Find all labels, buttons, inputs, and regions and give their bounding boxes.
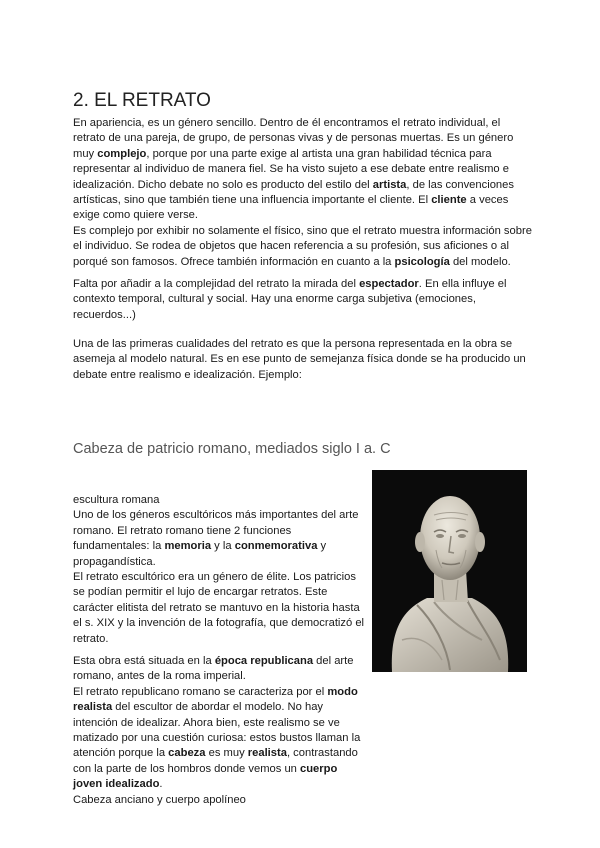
intro-paragraph-1: En apariencia, es un género sencillo. Dentro de él encontramos el retrato individual, el retrato de una pareja, de grupo, de personas vivas y de personas muertas. Es un género muy complejo, porque por una parte exige al artista una gran habilidad técnica para representar al individuo de manera fiel. Se ha visto sujeto a ese debate entre realismo e idealización. Dicho debate no solo es producto del estilo del artista, de las convenciones artísticas, sino que también tiene una influencia importante el cliente. El cliente a veces exige como quiere verse. Es complejo por exhibir no solamente el físico, sino que el retrato muestra información sobre el individuo. Se rodea de objetos que hacen referencia a su profesión, sus aficiones o al porqué son famosos. Ofrece también información en cuanto a la psicología del modelo.: [73, 117, 532, 268]
bust-photo: [372, 470, 527, 672]
intro-paragraph-3: Falta por añadir a la complejidad del retrato la mirada del espectador. En ella influye el contexto temporal, cultural y social. Hay una enorme carga subjetiva (emociones, recuerdos...): [73, 278, 507, 321]
section-paragraph-2: Esta obra está situada en la época republicana del arte romano, antes de la roma imperial. El retrato republicano romano se caracteriza por el modo realista del escultor de abordar el modelo. No hay intención de idealizar. Ahora bien, este realismo se ve matizado por una cuestión curiosa: estos bustos llaman la atención porque la cabeza es muy realista, contrastando con la parte de los hombros donde vemos un cuerpo joven idealizado. Cabeza anciano y cuerpo apolíneo: [73, 655, 361, 806]
page-title: 2. EL RETRATO: [73, 90, 211, 111]
roman-bust-image: [372, 470, 527, 672]
section-subtitle: Cabeza de patricio romano, mediados siglo I a. C: [73, 441, 391, 457]
intro-paragraph-4: Una de las primeras cualidades del retrato es que la persona representada en la obra se asemeja al modelo natural. Es en ese punto de semejanza física donde se ha producido un debate entre realismo e idealización. Ejemplo:: [73, 338, 526, 381]
section-paragraph-1: escultura romana Uno de los géneros escultóricos más importantes del arte romano. El retrato romano tiene 2 funciones fundamentales: la memoria y la conmemorativa y propagandística. El retrato escultórico era un género de élite. Los patricios se podían permitir el lujo de encargar retratos. Este carácter elitista del retrato se mantuvo en la historia hasta el s. XIX y la invención de la fotografía, que democratizó el retrato.: [73, 494, 365, 645]
